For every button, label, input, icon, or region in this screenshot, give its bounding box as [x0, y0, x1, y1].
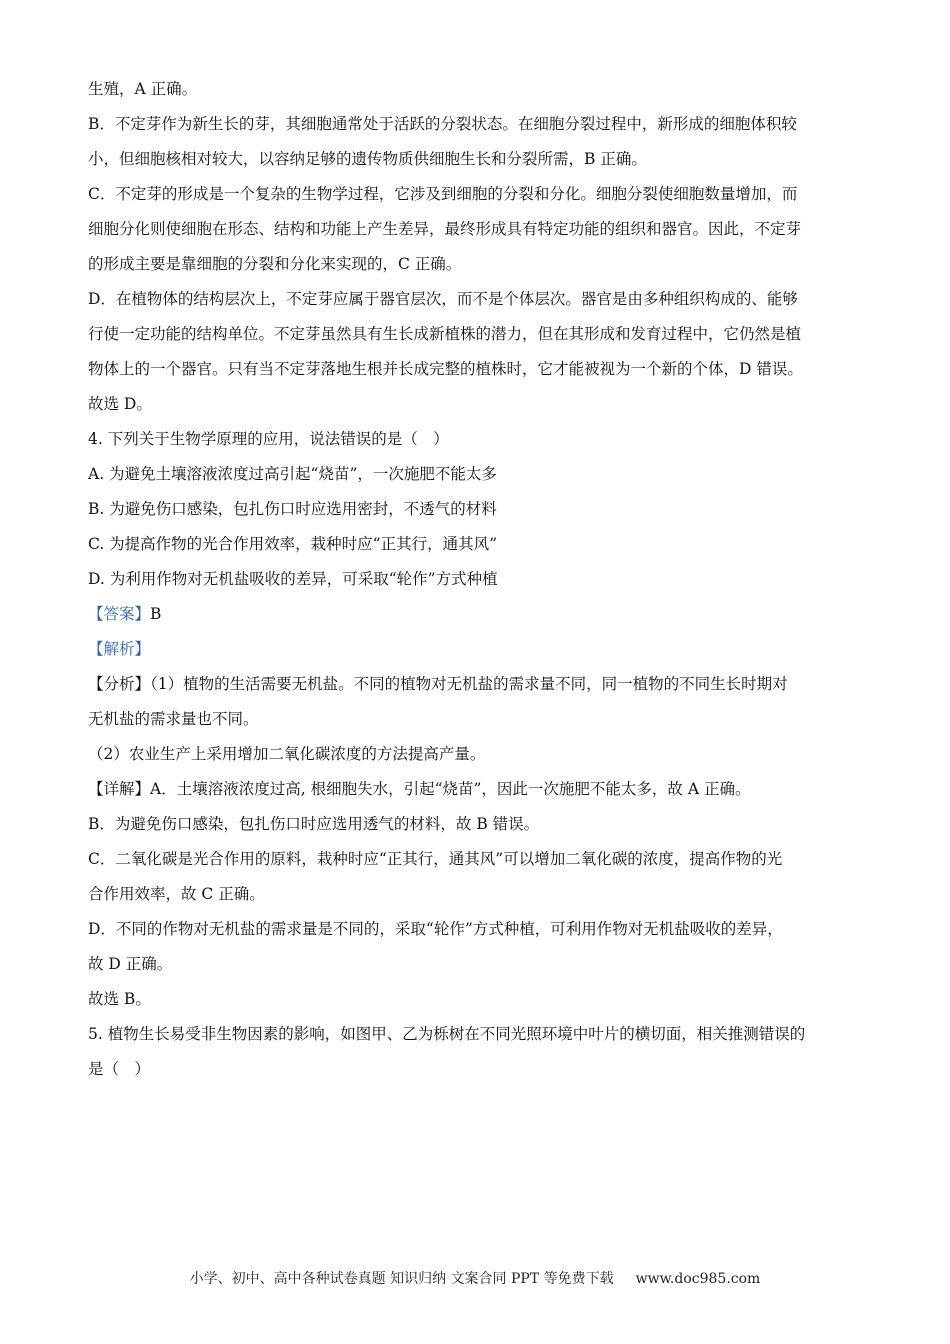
text-line: 故选 D。	[88, 395, 152, 413]
detail-line: D．不同的作物对无机盐的需求量是不同的，采取“轮作”方式种植，可利用作物对无机盐吸收的差异，	[88, 920, 783, 938]
analysis-line	[88, 667, 863, 702]
answer-value: B	[150, 605, 162, 623]
text-line: B．不定芽作为新生长的芽，其细胞通常处于活跃的分裂状态。在细胞分裂过程中，新形成的细胞体积较	[88, 115, 797, 133]
text-line: 小，但细胞核相对较大，以容纳足够的遗传物质供细胞生长和分裂所需，B 正确。	[88, 150, 647, 168]
analysis-line: 无机盐的需求量也不同。	[88, 710, 259, 728]
analysis-text: （1）植物的生活需要无机盐。不同的植物对无机盐的需求量不同，同一植物的不同生长时期对	[150, 675, 788, 693]
answer-tag: 【答案】	[88, 605, 151, 623]
analysis-tag: 【解析】	[88, 640, 151, 658]
option-b: B. 为避免伤口感染，包扎伤口时应选用密封，不透气的材料	[88, 500, 497, 518]
detail-tag: 【详解】	[88, 780, 151, 798]
option-d: D. 为利用作物对无机盐吸收的差异，可采取“轮作”方式种植	[88, 570, 498, 588]
analysis-subtag: 【分析】	[88, 675, 151, 693]
text-line: C．不定芽的形成是一个复杂的生物学过程，它涉及到细胞的分裂和分化。细胞分裂使细胞数量增加，而	[88, 185, 798, 203]
footer-site-link[interactable]: www.doc985.com	[635, 1271, 761, 1287]
analysis-line: （2）农业生产上采用增加二氧化碳浓度的方法提高产量。	[88, 745, 486, 763]
option-a: A. 为避免土壤溶液浓度过高引起“烧苗”，一次施肥不能太多	[88, 465, 497, 483]
footer-text: 小学、初中、高中各种试卷真题 知识归纳 文案合同 PPT 等免费下载	[189, 1271, 614, 1287]
analysis-heading	[88, 632, 863, 667]
text-line: 细胞分化则使细胞在形态、结构和功能上产生差异，最终形成具有特定功能的组织和器官。因此，不定芽	[88, 220, 802, 238]
document-body	[88, 72, 863, 1087]
detail-line: B．为避免伤口感染，包扎伤口时应选用透气的材料，故 B 错误。	[88, 815, 540, 833]
detail-line	[88, 772, 863, 807]
detail-text: A．土壤溶液浓度过高, 根细胞失水，引起“烧苗”，因此一次施肥不能太多，故 A 正确。	[150, 780, 751, 798]
text-line: 生殖，A 正确。	[88, 80, 198, 98]
detail-line: 故选 B。	[88, 990, 151, 1008]
detail-line: 合作用效率，故 C 正确。	[88, 885, 265, 903]
answer-line	[88, 597, 863, 632]
detail-line: C．二氧化碳是光合作用的原料，栽种时应“正其行，通其风”可以增加二氧化碳的浓度，提高作物的光	[88, 850, 783, 868]
question-stem: 4. 下列关于生物学原理的应用，说法错误的是（ ）	[88, 430, 449, 448]
detail-line: 故 D 正确。	[88, 955, 173, 973]
text-line: D．在植物体的结构层次上，不定芽应属于器官层次，而不是个体层次。器官是由多种组织构成的、能够	[88, 290, 798, 308]
text-line: 的形成主要是靠细胞的分裂和分化来实现的，C 正确。	[88, 255, 462, 273]
text-line: 行使一定功能的结构单位。不定芽虽然具有生长成新植株的潜力，但在其形成和发育过程中，它仍然是植	[88, 325, 802, 343]
next-question-line: 5. 植物生长易受非生物因素的影响，如图甲、乙为栎树在不同光照环境中叶片的横切面，相关推测错误的	[88, 1025, 806, 1043]
option-c: C. 为提高作物的光合作用效率，栽种时应“正其行，通其风”	[88, 535, 498, 553]
page-footer	[0, 1268, 950, 1288]
next-question-line: 是（ ）	[88, 1060, 151, 1078]
text-line: 物体上的一个器官。只有当不定芽落地生根并长成完整的植株时，它才能被视为一个新的个体，D 错误。	[88, 360, 803, 378]
